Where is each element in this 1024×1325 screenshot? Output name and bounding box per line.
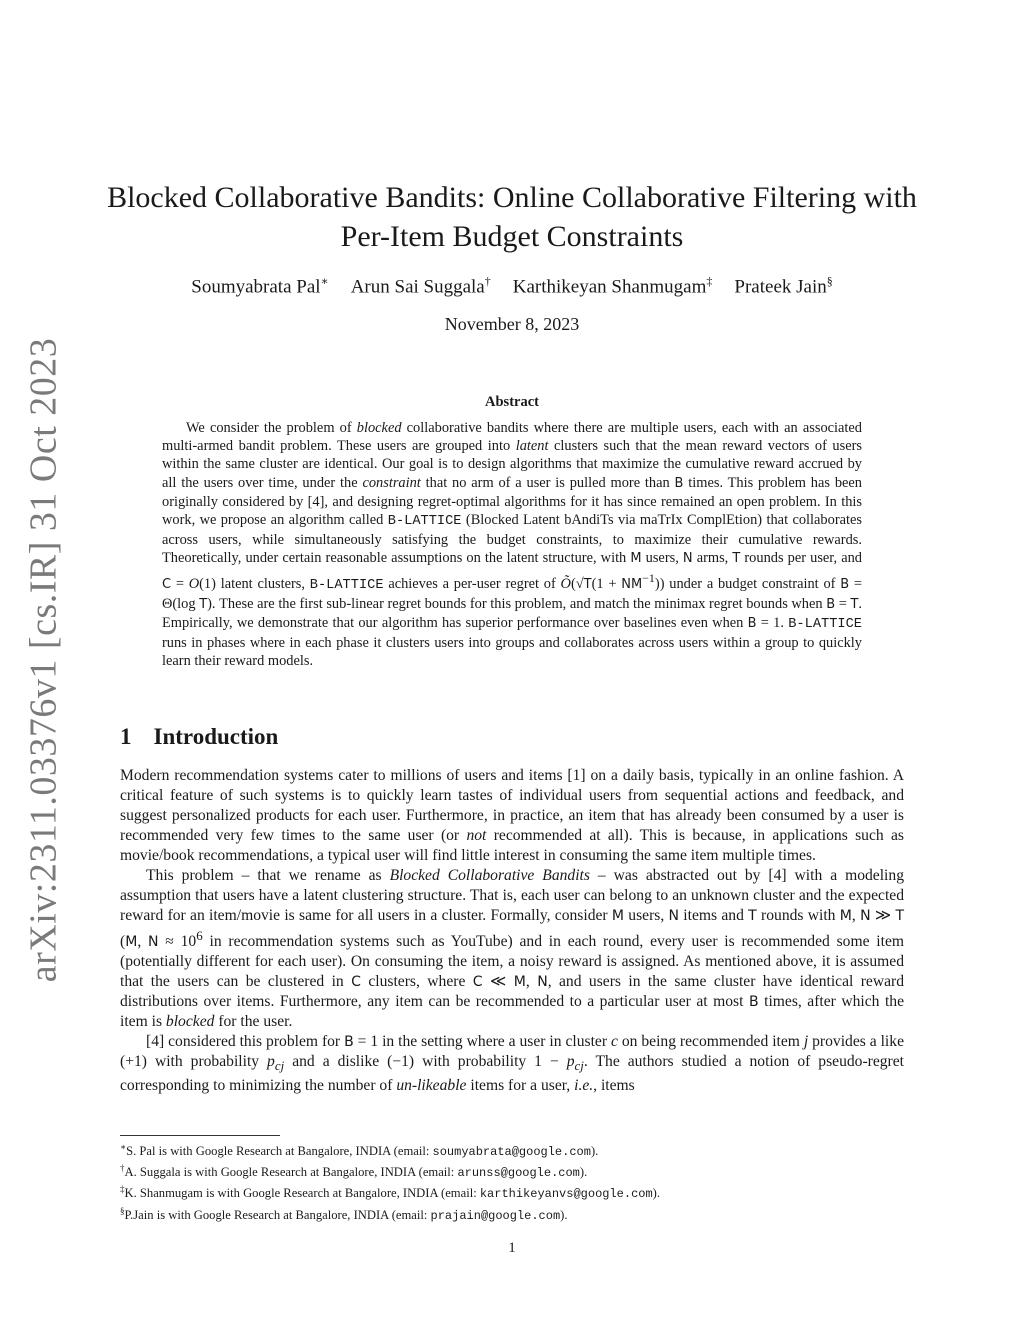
paper-date: November 8, 2023	[444, 314, 580, 334]
abstract-text: We consider the problem of blocked collaborative bandits where there are multiple users, each with an associated multi-armed bandit problem. These users are grouped into latent clusters such that the mean reward vectors of users within the same cluster are identical. Our goal is to design algorithms that maximize the cumulative reward accrued by all the users over time, under the constraint that no arm of a user is pulled more than B times. This problem has been originally considered by [4], and designing regret-optimal algorithms for it has since remained an open problem. In this work, we propose an algorithm called B-LATTICE (Blocked Latent bAndiTs via maTrIx ComplEtion) that collaborates across users, while simultaneously satisfying the budget constraints, to maximize their cumulative rewards. Theoretically, under certain reasonable assumptions on the latent structure, with M users, N arms, T rounds per user, and C = O(1) latent clusters, B-LATTICE achieves a per-user regret of Õ(√T(1 + $NM^{-1}$)) under a budget constraint of B = Θ(log T). These are the first sub-linear regret bounds for this problem, and match the minimax regret bounds when B = T. Empirically, we demonstrate that our algorithm has superior performance over baselines even when B = 1. B-LATTICE runs in phases where in each phase it clusters users into groups and collaborates across users within a group to quickly learn their reward models.	[162, 420, 863, 670]
footnote: ‡K. Shanmugam is with Google Research at Bangalore, INDIA (email: karthikeyanvs@google.com).	[120, 1184, 661, 1202]
footnote: §P.Jain is with Google Research at Bangalore, INDIA (email: prajain@google.com).	[120, 1205, 568, 1223]
author-list	[100, 274, 924, 298]
footnote: ∗S. Pal is with Google Research at Bangalore, INDIA (email: soumyabrata@google.com).	[120, 1142, 599, 1160]
email-link[interactable]: soumyabrata@google.com	[432, 1145, 591, 1160]
introduction-body	[120, 766, 904, 1096]
footnotes	[120, 1139, 660, 1224]
footnote: †A. Suggala is with Google Research at Bangalore, INDIA (email: arunss@google.com).	[120, 1163, 588, 1181]
author: Soumyabrata Pal∗	[191, 274, 329, 298]
section-heading: 1 Introduction	[120, 724, 279, 749]
abstract-heading: Abstract	[485, 394, 539, 410]
paragraph: This problem – that we rename as Blocked Collaborative Bandits – was abstracted out by [4] with a modeling assumption that users have a latent clustering structure. That is, each user can belong to an unknown cluster and the expected reward for an item/movie is same for all users in a cluster. Formally, consider M users, N items and T rounds with M, N ≫ T (M, $N \approx 10^6$ in recommendation systems such as YouTube) and in each round, every user is recommended some item (potentially different for each user). On consuming the item, a noisy reward is assigned. As mentioned above, it is assumed that the users can be clustered in C clusters, where C ≪ M, N, and users in the same cluster have identical reward distributions over items. Furthermore, any item can be recommended to a particular user at most B times, after which the item is blocked for the user.	[120, 867, 905, 1031]
paper-title	[100, 178, 924, 256]
author: Arun Sai Suggala†	[350, 274, 491, 298]
title-line-2: Per-Item Budget Constraints	[340, 220, 684, 253]
email-link[interactable]: prajain@google.com	[430, 1208, 561, 1223]
email-link[interactable]: karthikeyanvs@google.com	[479, 1187, 653, 1202]
arxiv-identifier-text: arXiv:2311.03376v1 [cs.IR] 31 Oct 2023	[22, 337, 64, 983]
arxiv-identifier	[18, 337, 68, 983]
author: Prateek Jain§	[734, 274, 833, 298]
author: Karthikeyan Shanmugam‡	[512, 274, 713, 298]
page-number: 1	[508, 1240, 516, 1256]
email-link[interactable]: arunss@google.com	[457, 1166, 580, 1181]
paragraph: [4] considered this problem for B = 1 in the setting where a user in cluster c on being recommended item j provides a like (+1) with probability $p_{cj}$ and a dislike (−1) with probability $1 - p_{cj}$. The authors studied a notion of pseudo-regret corresponding to minimizing the number of un-likeable items for a user, i.e., items	[120, 1033, 905, 1095]
footnote-rule	[120, 1135, 280, 1136]
title-line-1: Blocked Collaborative Bandits: Online Collaborative Filtering with	[107, 181, 917, 214]
paragraph: Modern recommendation systems cater to millions of users and items [1] on a daily basis, typically in an online fashion. A critical feature of such systems is to quickly learn tastes of individual users from sequential actions and feedback, and suggest personalized products for each user. Furthermore, in practice, an item that has already been consumed by a user is recommended very few times to the same user (or not recommended at all). This is because, in applications such as movie/book recommendations, a typical user will find little interest in consuming the same item multiple times.	[120, 767, 904, 864]
